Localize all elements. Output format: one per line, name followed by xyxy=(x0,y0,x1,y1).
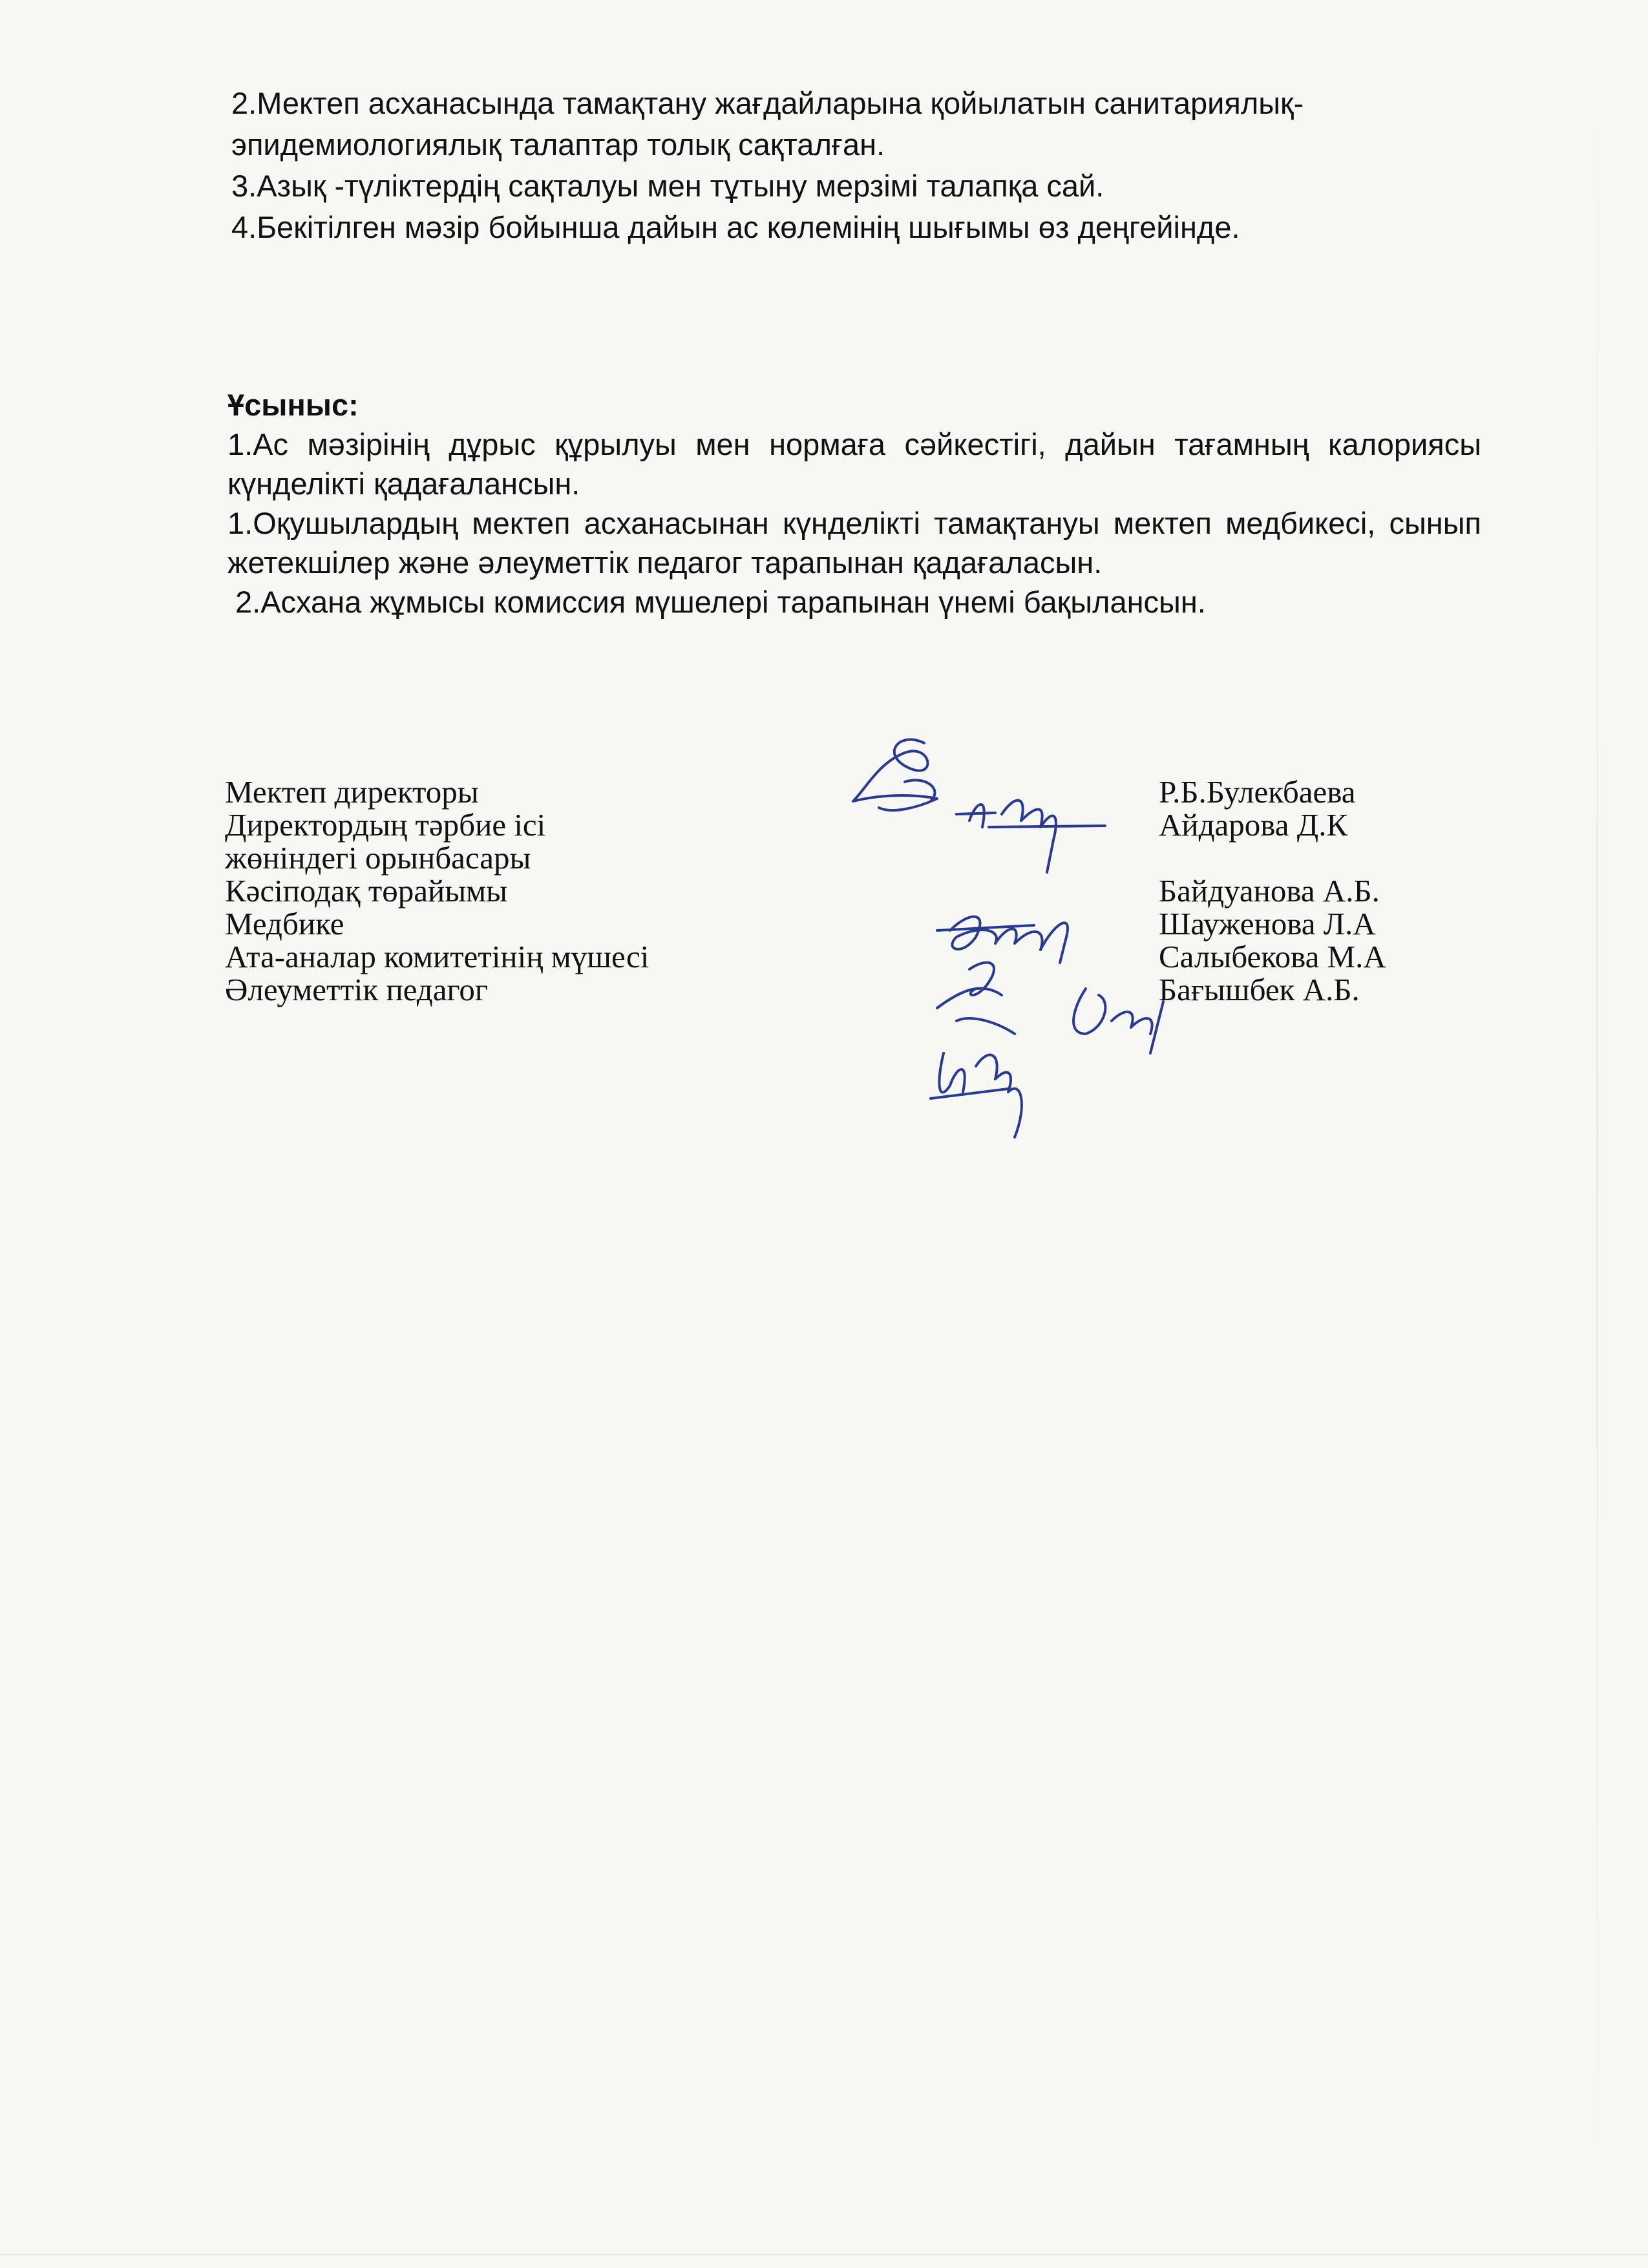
findings-line: 3.Азық -түліктердің сақталуы мен тұтыну мерзімі талапқа сай. xyxy=(231,169,1104,203)
signatory-role: Мектеп директоры xyxy=(225,774,479,810)
signature-director xyxy=(853,740,937,810)
signature-row xyxy=(225,973,1453,1006)
findings-line: 2.Мектеп асханасында тамақтану жағдайларына қойылатын санитариялық- xyxy=(231,86,1304,120)
signature-union xyxy=(937,917,1068,963)
signatory-name: Р.Б.Булекбаева xyxy=(1159,774,1356,810)
signature-social xyxy=(931,1053,1022,1137)
signature-row xyxy=(225,808,1453,841)
findings-line: 4.Бекітілген мәзір бойынша дайын ас көлемінің шығымы өз деңгейінде. xyxy=(231,210,1240,244)
scan-edge-line xyxy=(0,2254,1648,2255)
signatory-role: Директордың тәрбие ісі xyxy=(225,807,546,843)
proposal-item: 1.Оқушылардың мектеп асханасынан күнделікті тамақтануы мектеп медбикесі, сынып жетекшілер және әлеуметтік педагог тарапынан қадағаласын. xyxy=(227,506,1481,580)
paper-fold-line xyxy=(1596,0,1598,2268)
signatory-role: Кәсіподақ төрайымы xyxy=(225,873,508,908)
signature-parent xyxy=(1073,989,1163,1053)
signature-row xyxy=(225,940,1453,973)
signature-row xyxy=(225,907,1453,940)
signature-block xyxy=(225,775,1453,1006)
proposal-item: 1.Ас мәзірінің дұрыс құрылуы мен нормаға сәйкестігі, дайын тағамның калориясы күнделікті қадағалансын. xyxy=(227,427,1481,501)
signatory-role: Медбике xyxy=(225,906,344,941)
signature-deputy xyxy=(956,801,1105,872)
signature-row xyxy=(225,775,1453,808)
signatory-role: жөніндегі орынбасары xyxy=(225,840,531,876)
proposal-section xyxy=(227,385,1481,622)
proposal-item: 2.Асхана жұмысы комиссия мүшелері тарапынан үнемі бақылансын. xyxy=(235,585,1206,619)
signatory-role: Ата-аналар комитетінің мүшесі xyxy=(225,939,650,974)
signature-row xyxy=(225,874,1453,907)
signatory-name: Шауженова Л.А xyxy=(1159,906,1376,941)
findings-line: эпидемиологиялық талаптар толық сақталған. xyxy=(231,127,885,162)
handwritten-signatures xyxy=(840,717,1202,1144)
signatory-name: Бағышбек А.Б. xyxy=(1159,972,1360,1007)
signature-nurse xyxy=(937,963,1015,1034)
ink-strokes xyxy=(853,740,1163,1137)
proposal-heading: Ұсыныс: xyxy=(227,388,359,422)
findings-list xyxy=(231,83,1492,248)
signatory-name: Байдуанова А.Б. xyxy=(1159,873,1380,908)
signatory-name: Айдарова Д.К xyxy=(1159,807,1348,843)
signatory-name: Салыбекова М.А xyxy=(1159,939,1386,974)
signatory-role: Әлеуметтік педагог xyxy=(225,972,488,1007)
signature-row xyxy=(225,841,1453,874)
